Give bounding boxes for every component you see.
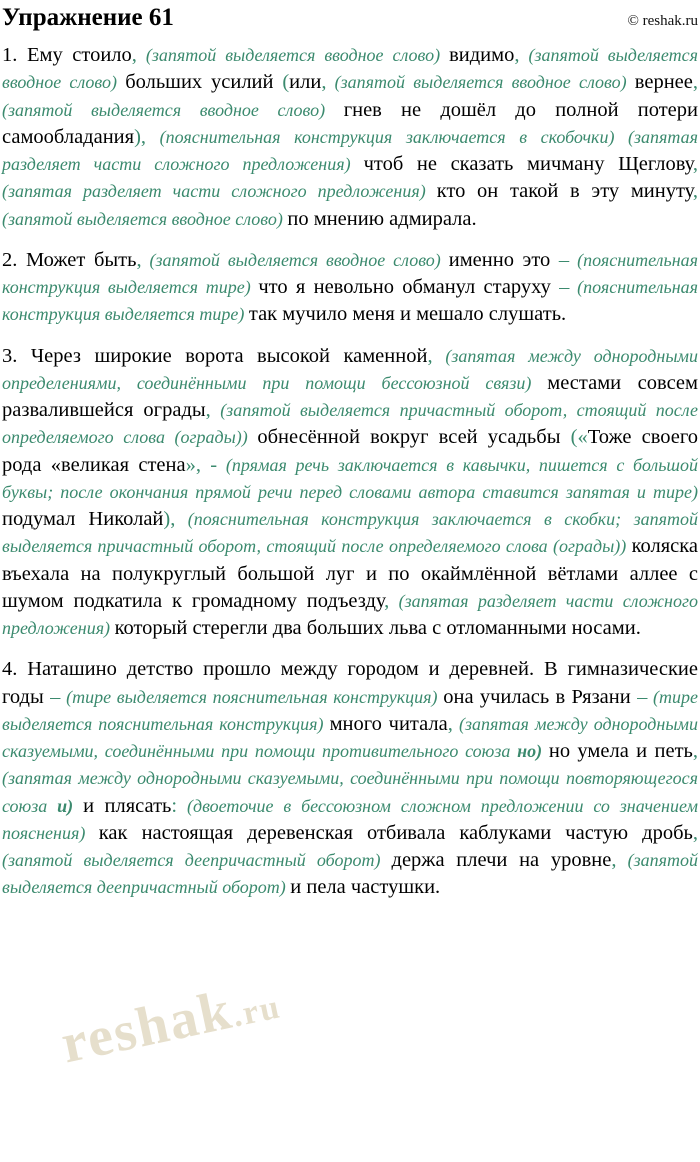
rule-comment: (запятая разделяет части сложного предложения) — [2, 590, 698, 638]
sentence-text: гнев не дошёл до полной потери самообладания — [2, 98, 698, 148]
punctuation-mark: ), — [134, 125, 147, 148]
sentence-text: и плясать — [83, 794, 172, 817]
rule-comment: (прямая речь заключается в кавычки, пишется с большой буквы; после окончания прямой речи перед словами автора ставится запятая и тире) — [2, 454, 699, 502]
punctuation-mark: – — [559, 276, 570, 298]
punctuation-mark: , — [692, 180, 698, 203]
punctuation-mark: , — [692, 821, 698, 844]
sentence-text: держа плечи на уровне — [391, 849, 612, 871]
answer-paragraph — [2, 656, 698, 901]
watermark-line-2: .ru — [229, 988, 285, 1035]
punctuation-mark: , — [447, 712, 453, 735]
rule-comment: (запятой выделяется причастный оборот, стоящий после определяемого слова (ограды)) — [2, 400, 699, 448]
punctuation-mark: (« — [570, 426, 588, 449]
rule-comment: (запятой выделяется вводное слово) — [136, 45, 450, 65]
sentence-text: видимо — [449, 44, 515, 66]
rule-comment — [542, 741, 549, 761]
sentence-text: Тоже своего рода «великая стена — [2, 426, 698, 476]
sentence-text: который стерегли два больших льва с отломанными носами. — [114, 617, 641, 639]
rule-comment: (пояснительная конструкция выделяется тире) — [2, 277, 699, 325]
rule-comment: (пояснительная конструкция заключается в скобочки) (запятая разделяет части сложного предложения) — [2, 126, 698, 174]
page-header — [0, 0, 700, 32]
page-title: Упражнение 61 — [2, 4, 174, 31]
punctuation-mark: , — [427, 344, 433, 367]
rule-comment: (запятой выделяется деепричастный оборот) — [2, 850, 392, 870]
punctuation-mark: , — [692, 153, 698, 175]
rule-comment: (запятой выделяется деепричастный оборот) — [2, 850, 698, 898]
rule-comment: (запятой выделяется вводное слово) — [2, 208, 288, 229]
sentence-text: 3. Через широкие ворота высокой каменной — [2, 344, 428, 367]
rule-comment: (тире выделяется пояснительная конструкция) — [2, 686, 699, 734]
punctuation-mark: – — [50, 685, 61, 708]
sentence-text: 4. Наташино детство прошло между городом и деревней. В гимназические годы — [2, 658, 698, 708]
sentence-text: местами совсем развалившейся ограды — [2, 371, 698, 421]
rule-comment: (запятой выделяется вводное слово) — [326, 72, 635, 93]
rule-comment-emphasis: но) — [517, 741, 543, 761]
punctuation-mark: , — [611, 849, 617, 871]
sentence-text: именно это — [448, 248, 559, 271]
sentence-text: 2. Может быть — [2, 248, 137, 271]
punctuation-mark: ), — [163, 508, 176, 530]
sentence-text: и пела частушки. — [290, 876, 441, 899]
rule-comment: (запятая разделяет части сложного предложения) — [2, 181, 437, 202]
rule-comment: (запятая между однородными определениями, соединёнными при помощи бессоюзной связи) — [2, 345, 699, 393]
punctuation-mark: , — [131, 44, 137, 66]
answer-paragraph — [2, 247, 698, 329]
rule-comment-emphasis: и) — [57, 795, 74, 816]
sentence-text: коляска въехала на полукруглый большой луг и по окаймлённой вётлами аллее с шумом подкатила к громадному подъезду — [2, 535, 698, 612]
rule-comment: (запятой выделяется вводное слово) — [2, 99, 344, 120]
punctuation-mark: – — [558, 248, 570, 271]
sentence-text: подумал Николай — [2, 508, 164, 530]
punctuation-mark: , — [384, 589, 390, 612]
copyright-notice: © reshak.ru — [627, 13, 698, 29]
rule-comment: (двоеточие в бессоюзном сложном предложении со значением пояснения) — [2, 795, 699, 843]
sentence-text: по мнению адмирала. — [287, 207, 477, 230]
sentence-text: что я невольно обманул старуху — [258, 276, 560, 298]
rule-comment — [73, 796, 83, 816]
site-watermark — [56, 968, 286, 1077]
punctuation-mark: », - — [185, 453, 218, 476]
sentence-text: но умела и петь — [548, 740, 693, 762]
punctuation-mark: : — [171, 794, 178, 817]
sentence-text: она училась в Рязани — [443, 685, 638, 708]
sentence-text: чтоб не сказать мичману Щеглову — [363, 153, 693, 175]
sentence-text: обнесённой вокруг всей усадьбы — [257, 426, 571, 449]
rule-comment: (запятая между однородными сказуемыми, соединёнными при помощи противительного союза — [2, 713, 698, 761]
rule-comment: (тире выделяется пояснительная конструкция) — [60, 686, 444, 707]
punctuation-mark: ( — [282, 71, 290, 94]
sentence-text: как настоящая деревенская отбивала каблуками частую дробь — [98, 821, 693, 844]
sentence-text: 1. Ему стоило — [2, 44, 132, 66]
punctuation-mark: , — [692, 740, 698, 762]
sentence-text: так мучило меня и мешало слушать. — [248, 303, 567, 326]
sentence-text: много читала — [329, 712, 448, 735]
answer-paragraph — [2, 343, 698, 643]
punctuation-mark: , — [136, 248, 142, 271]
punctuation-mark: , — [205, 399, 211, 421]
rule-comment: (пояснительная конструкция заключается в скобки; запятой выделяется причастный оборот, стоящий после определяемого слова (ограды)) — [2, 509, 698, 557]
rule-comment: (пояснительная конструкция выделяется тире) — [2, 249, 698, 297]
punctuation-mark: , — [321, 71, 327, 94]
punctuation-mark: – — [637, 685, 648, 708]
rule-comment: (запятая между однородными сказуемыми, соединёнными при помощи повторяющегося союза — [2, 768, 698, 816]
sentence-text: вернее — [634, 71, 693, 94]
sentence-text: больших усилий — [125, 71, 283, 94]
watermark-line-1: reshak — [55, 978, 238, 1076]
answer-paragraph — [2, 42, 698, 233]
sentence-text: кто он такой в эту минуту — [436, 180, 693, 203]
punctuation-mark: , — [692, 71, 698, 94]
rule-comment: (запятой выделяется вводное слово) — [2, 45, 698, 93]
sentence-text: или — [289, 71, 322, 94]
answer-body — [0, 42, 700, 902]
rule-comment: (запятой выделяется вводное слово) — [141, 249, 449, 270]
punctuation-mark: , — [514, 44, 520, 66]
